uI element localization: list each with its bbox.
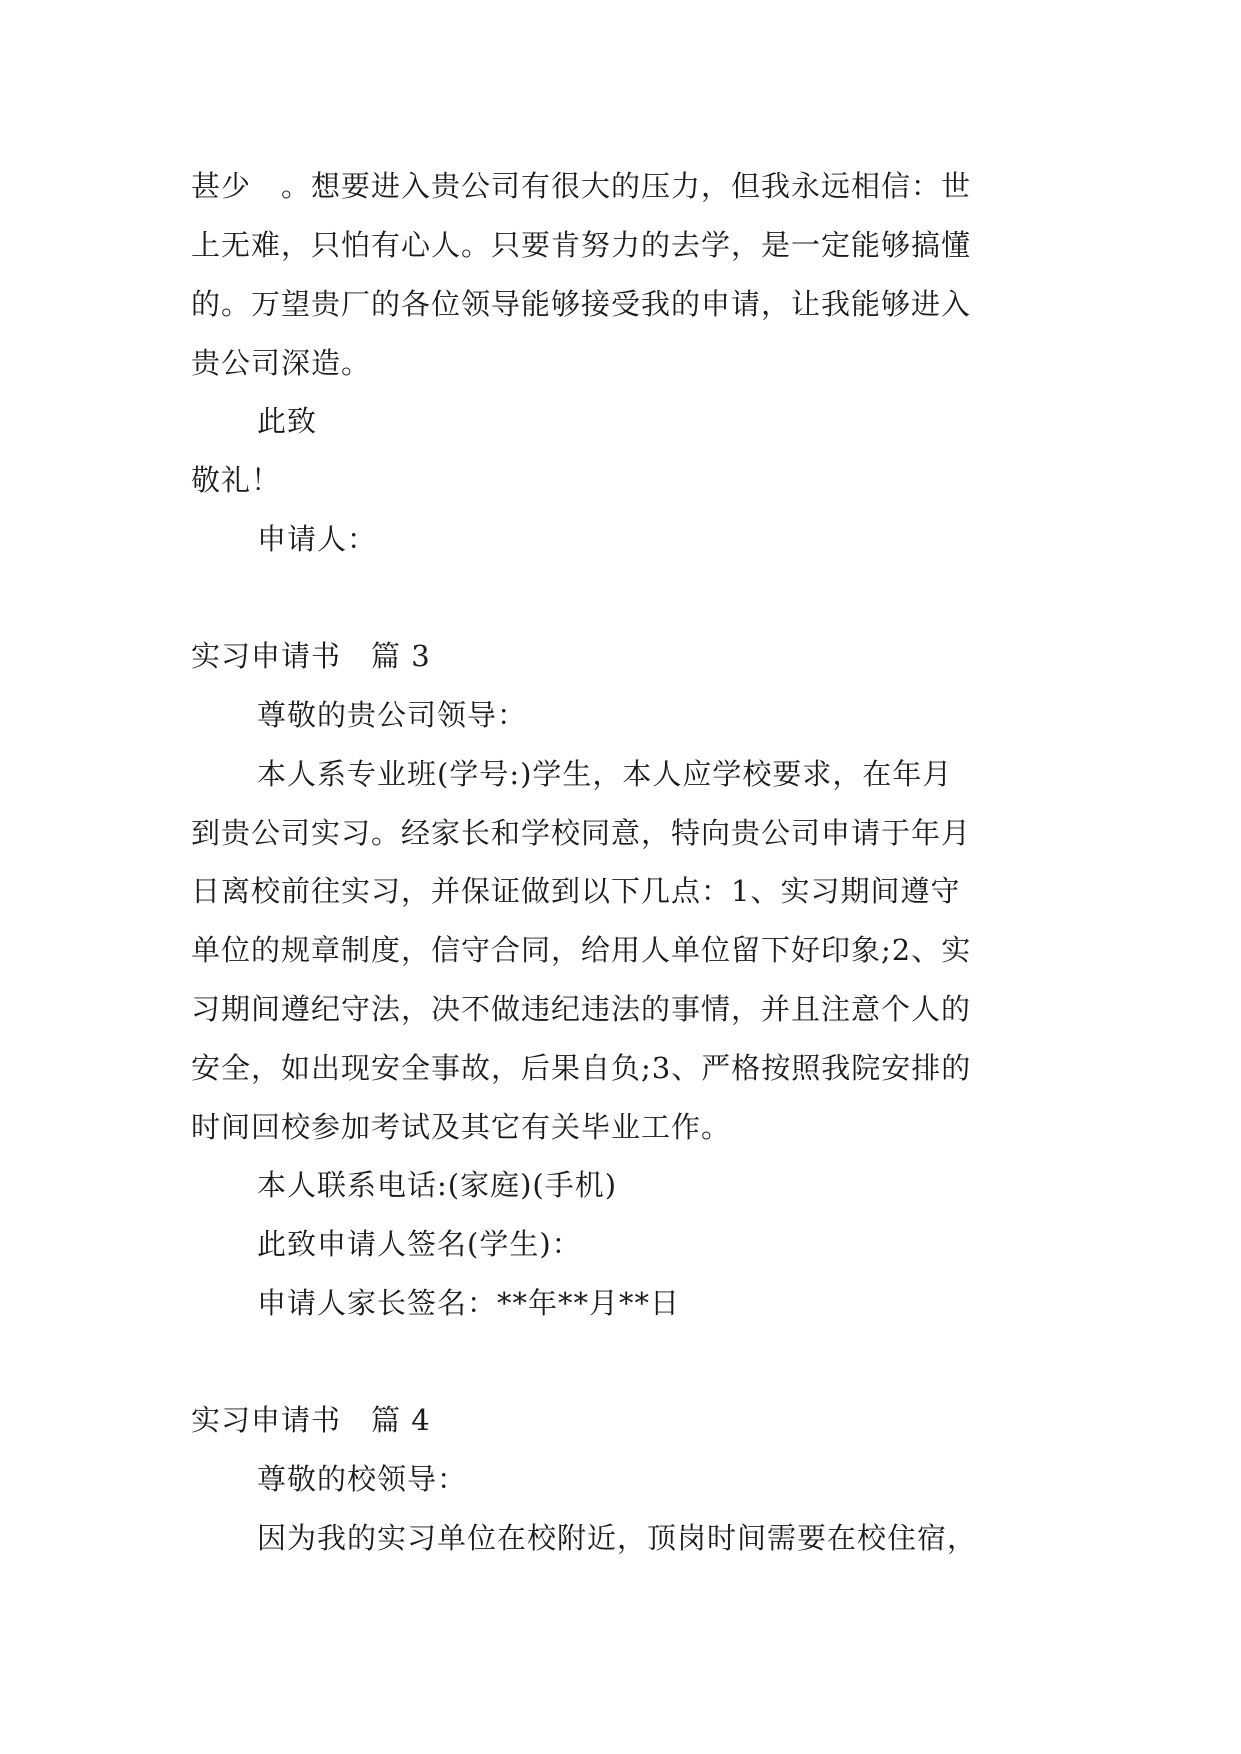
parent-signature-line: 申请人家长签名：**年**月**日 <box>257 1286 681 1320</box>
paragraph-line: 到贵公司实习。经家长和学校同意，特向贵公司申请于年月 <box>191 816 972 850</box>
paragraph-line: 因为我的实习单位在校附近，顶岗时间需要在校住宿， <box>257 1521 978 1555</box>
paragraph-line: 日离校前往实习，并保证做到以下几点：1、实习期间遵守 <box>191 874 961 908</box>
closing-text: 此致 <box>257 404 318 438</box>
section-title: 实习申请书 篇 3 <box>191 639 431 673</box>
letter-greeting: 尊敬的校领导： <box>257 1462 468 1496</box>
student-signature-line: 此致申请人签名(学生)： <box>257 1227 582 1261</box>
contact-phone-line: 本人联系电话:(家庭)(手机) <box>257 1168 618 1202</box>
paragraph-line: 安全，如出现安全事故，后果自负;3、严格按照我院安排的 <box>191 1051 972 1085</box>
applicant-label: 申请人： <box>257 522 378 556</box>
paragraph-line: 的。万望贵厂的各位领导能够接受我的申请，让我能够进入 <box>191 287 972 321</box>
paragraph-line: 时间回校参加考试及其它有关毕业工作。 <box>191 1110 732 1144</box>
paragraph-line: 贵公司深造。 <box>191 346 372 380</box>
section-title: 实习申请书 篇 4 <box>191 1403 431 1437</box>
paragraph-line: 上无难，只怕有心人。只要肯努力的去学，是一定能够搞懂 <box>191 228 972 262</box>
paragraph-line: 本人系专业班(学号:)学生，本人应学校要求，在年月 <box>257 757 953 791</box>
paragraph-line: 习期间遵纪守法，决不做违纪违法的事情，并且注意个人的 <box>191 992 972 1026</box>
letter-greeting: 尊敬的贵公司领导： <box>257 698 528 732</box>
paragraph-line: 单位的规章制度，信守合同，给用人单位留下好印象;2、实 <box>191 933 972 967</box>
salutation-text: 敬礼！ <box>191 463 282 497</box>
paragraph-line: 甚少 。想要进入贵公司有很大的压力，但我永远相信：世 <box>191 169 972 203</box>
